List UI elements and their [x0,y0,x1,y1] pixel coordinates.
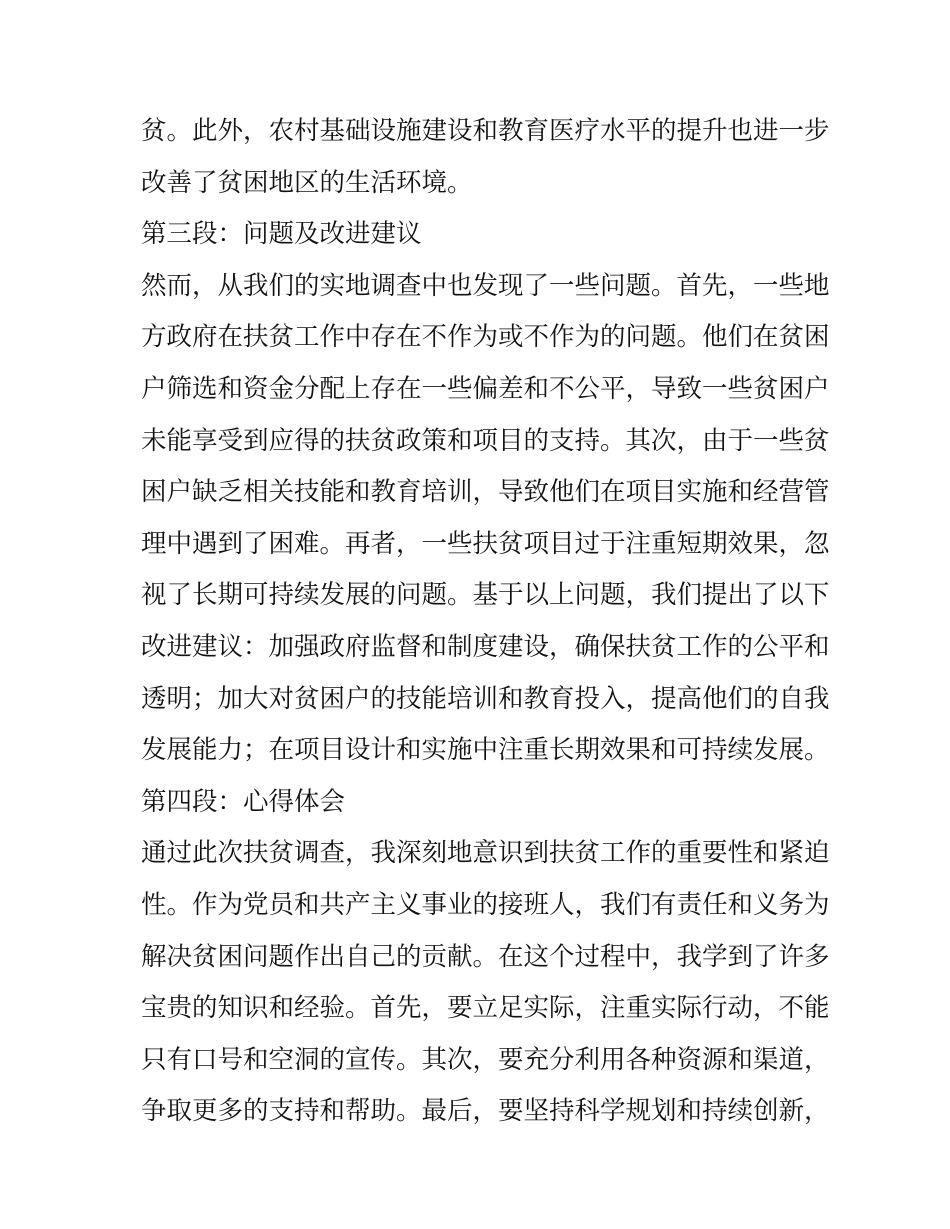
document-body [141,106,830,1138]
text-line: 性。作为党员和共产主义事业的接班人，我们有责任和义务为 [141,889,830,920]
text-line: 争取更多的支持和帮助。最后，要坚持科学规划和持续创新， [141,1096,830,1127]
text-line: 困户缺乏相关技能和教育培训，导致他们在项目实施和经营管 [141,477,830,508]
text-line: 改善了贫困地区的生活环境。 [141,167,473,198]
text-line: 视了长期可持续发展的问题。基于以上问题，我们提出了以下 [141,580,830,611]
text-line: 户筛选和资金分配上存在一些偏差和不公平，导致一些贫困户 [141,373,830,404]
text-line: 然而，从我们的实地调查中也发现了一些问题。首先，一些地 [141,270,830,301]
text-line: 宝贵的知识和经验。首先，要立足实际，注重实际行动，不能 [141,993,830,1024]
text-line: 改进建议：加强政府监督和制度建设，确保扶贫工作的公平和 [141,631,830,662]
text-line: 透明；加大对贫困户的技能培训和教育投入，提高他们的自我 [141,683,830,714]
text-line: 未能享受到应得的扶贫政策和项目的支持。其次，由于一些贫 [141,425,830,456]
text-line: 通过此次扶贫调查，我深刻地意识到扶贫工作的重要性和紧迫 [141,838,830,869]
text-line: 解决贫困问题作出自己的贡献。在这个过程中，我学到了许多 [141,941,830,972]
text-line: 只有口号和空洞的宣传。其次，要充分利用各种资源和渠道， [141,1044,830,1075]
section-heading: 第四段：心得体会 [141,786,346,817]
text-line: 发展能力；在项目设计和实施中注重长期效果和可持续发展。 [141,735,830,766]
section-heading: 第三段：问题及改进建议 [141,219,422,250]
text-line: 理中遇到了困难。再者，一些扶贫项目过于注重短期效果，忽 [141,528,830,559]
text-line: 贫。此外，农村基础设施建设和教育医疗水平的提升也进一步 [141,116,830,146]
text-line: 方政府在扶贫工作中存在不作为或不作为的问题。他们在贫困 [141,322,830,353]
